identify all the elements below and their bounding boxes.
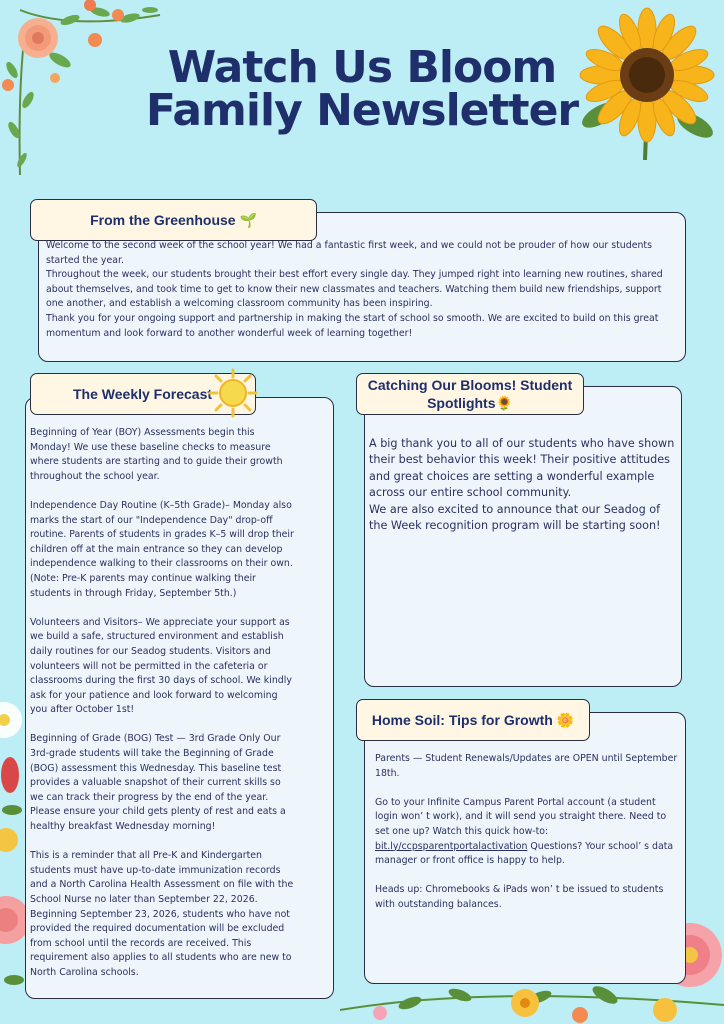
homesoil-paragraph bbox=[375, 796, 680, 869]
spotlights-paragraph: We are also excited to announce that our Seadog of the Week recognition program will be starting soon! bbox=[369, 502, 661, 533]
forecast-paragraph: Independence Day Routine (K–5th Grade)– Monday also marks the start of our "Independence Day" drop-off routine. Parents of students in grades K–5 will drop their children off at the main entrance so they can develop independence walking to their classrooms on their own. (Note: Pre-K parents may continue walking their students in through Friday, September 5th.) bbox=[30, 499, 294, 599]
greenhouse-heading: From the Greenhouse bbox=[90, 212, 236, 228]
homesoil-text bbox=[375, 752, 680, 913]
parent-portal-link[interactable]: bit.ly/ccpsparentportalactivation bbox=[375, 840, 528, 852]
spotlights-heading-line1: Catching Our Blooms! Student bbox=[367, 377, 573, 393]
homesoil-heading-tag bbox=[356, 699, 590, 741]
greenhouse-paragraph: Throughout the week, our students brought their best effort every single day. They jumped right into learning new routines, shared about themselves, and took time to get to know their new classmates and teachers. Watching them build new friendships, support one another, and establish a welcoming classroom community has been inspiring. bbox=[46, 269, 663, 310]
homesoil-paragraph: Heads up: Chromebooks & iPads won’ t be issued to students with outstanding balances. bbox=[375, 884, 664, 910]
forecast-paragraph: Beginning of Year (BOY) Assessments begin this Monday! We use these baseline checks to measure where students are starting and to guide their growth throughout the school year. bbox=[30, 427, 283, 482]
homesoil-p2-before: Go to your Infinite Campus Parent Portal account (a student login won’ t work), and it will send you straight there. Need to set one up? Watch this quick how-to: bbox=[375, 796, 667, 837]
forecast-paragraph: This is a reminder that all Pre-K and Kindergarten students must have up-to-date immunization records and a North Carolina Health Assessment on file with the School Nurse no later than September 22, 2026. Beginning September 23, 2026, students who have not provided the required documentation will be excluded from school until the records are received. This requirement also applies to all students who are new to North Carolina schools. bbox=[30, 850, 294, 978]
newsletter-title-line1: Watch Us Bloom bbox=[167, 42, 557, 93]
spotlights-heading-tag bbox=[356, 373, 584, 415]
seedling-icon: 🌱 bbox=[239, 211, 257, 228]
flower-icon: 🌼 bbox=[556, 711, 575, 728]
greenhouse-paragraph: Thank you for your ongoing support and partnership in making the start of school so smooth. We are excited to build on this great momentum and look forward to another wonderful week of learning together! bbox=[46, 312, 659, 339]
greenhouse-paragraph: Welcome to the second week of the school year! We had a fantastic first week, and we could not be prouder of how our students started the year. bbox=[46, 240, 652, 266]
forecast-paragraph: Beginning of Grade (BOG) Test — 3rd Grade Only Our 3rd-grade students will take the Beginning of Grade (BOG) assessment this Wednesday. This baseline test provides a valuable snapshot of their current skills so we can track their progress by the end of the year. Please ensure your child gets plenty of rest and eats a healthy breakfast Wednesday morning! bbox=[30, 733, 286, 833]
sunflower-icon: 🌻 bbox=[495, 395, 513, 411]
greenhouse-heading-tag bbox=[30, 199, 317, 241]
spotlights-heading-line2: Spotlights bbox=[427, 395, 496, 411]
homesoil-heading: Home Soil: Tips for Growth bbox=[371, 712, 553, 728]
sun-icon bbox=[208, 368, 258, 418]
spotlights-text bbox=[369, 436, 677, 534]
newsletter-title-line2: Family Newsletter bbox=[145, 85, 579, 136]
forecast-heading: The Weekly Forecast bbox=[73, 386, 213, 402]
greenhouse-text bbox=[46, 239, 676, 341]
homesoil-p2-after: Questions? Your school’ s data manager or front office is happy to help. bbox=[375, 840, 674, 867]
homesoil-paragraph: Parents — Student Renewals/Updates are OPEN until September 18th. bbox=[375, 753, 678, 779]
spotlights-paragraph: A big thank you to all of our students who have shown their best behavior this week! Their positive attitudes and great choices are setting a wonderful example across our entire school community. bbox=[369, 437, 675, 500]
forecast-text bbox=[30, 426, 296, 981]
spotlights-panel bbox=[364, 386, 682, 687]
forecast-paragraph: Volunteers and Visitors– We appreciate your support as we build a safe, structured environment and establish daily routines for our Seadog students. Visitors and volunteers will not be permitted in the cafeteria or classrooms during the first 30 days of school. We kindly ask for your patience and look forward to welcoming you after October 1st! bbox=[30, 616, 292, 716]
